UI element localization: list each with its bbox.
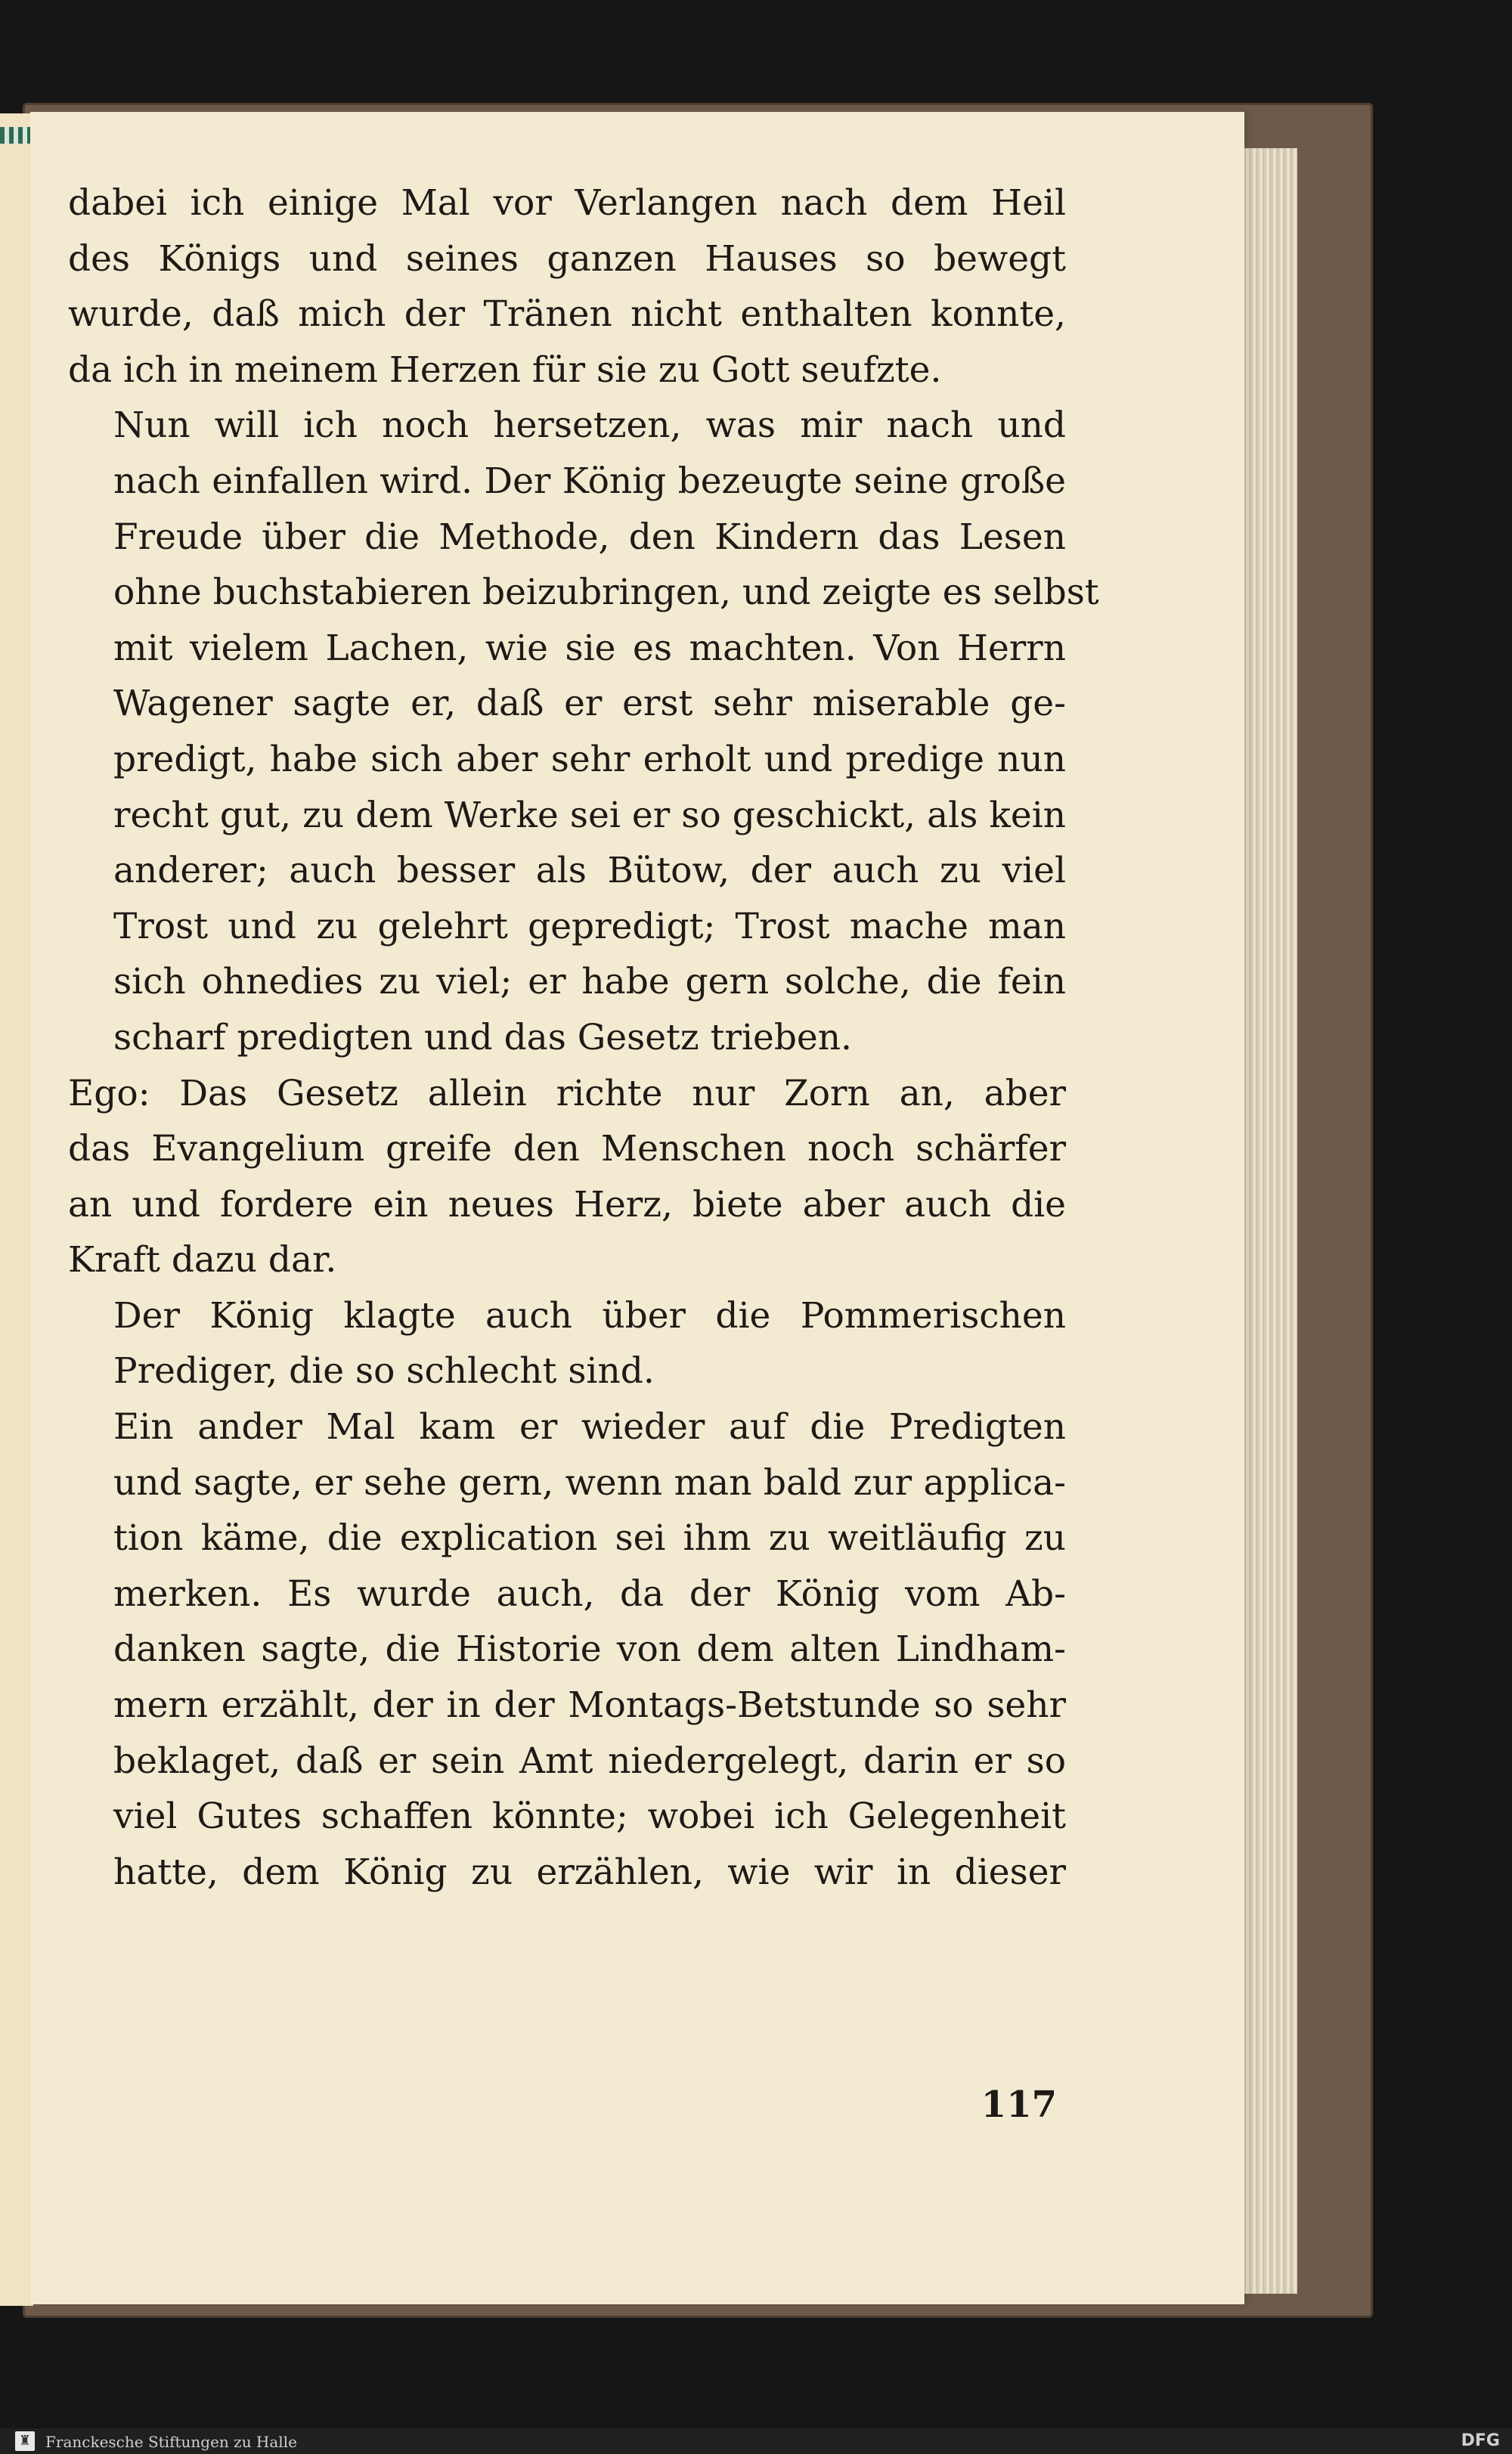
text-line: Ein ander Mal kam er wieder auf die Predigten — [113, 1406, 1066, 1449]
text-line: Freude über die Methode, den Kindern das Lesen — [113, 516, 1066, 558]
text-line: Wagener sagte er, daß er erst sehr miserable ge- — [113, 683, 1066, 725]
text-line: an und fordere ein neues Herz, biete aber auch die — [68, 1183, 1066, 1225]
facing-page-edge — [0, 113, 33, 2306]
text-line: mern erzählt, der in der Montags-Betstunde so sehr — [113, 1684, 1066, 1727]
text-line: predigt, habe sich aber sehr erholt und predige nun — [113, 738, 1066, 780]
paragraph — [68, 398, 1099, 1065]
text-line: wurde, daß mich der Tränen nicht enthalten konnte, — [68, 293, 1066, 336]
institution-logo-icon: ♜ — [15, 2431, 35, 2451]
text-line: recht gut, zu dem Werke sei er so geschickt, als kein — [113, 794, 1066, 836]
text-line: Trost und zu gelehrt gepredigt; Trost mache man — [113, 905, 1066, 947]
text-line: ohne buchstabieren beizubringen, und zeigte es selbst — [113, 572, 1099, 614]
paragraph — [68, 1066, 1066, 1288]
body-text — [68, 175, 1099, 1900]
paragraph — [68, 175, 1066, 398]
text-line: danken sagte, die Historie von dem alten Lindham- — [113, 1628, 1066, 1671]
text-line: nach einfallen wird. Der König bezeugte seine große — [113, 460, 1066, 502]
text-line: tion käme, die explication sei ihm zu weitläufig zu — [113, 1517, 1066, 1560]
text-line: hatte, dem König zu erzählen, wie wir in dieser — [113, 1851, 1066, 1893]
text-line: Der König klagte auch über die Pommerischen — [113, 1294, 1066, 1337]
paragraph — [68, 1399, 1066, 1900]
text-line: sich ohnedies zu viel; er habe gern solche, die fein — [113, 961, 1066, 1003]
text-line: anderer; auch besser als Bütow, der auch zu viel — [113, 850, 1066, 892]
text-line: scharf predigten und das Gesetz trieben. — [113, 1016, 852, 1058]
text-line: mit vielem Lachen, wie sie es machten. Von Herrn — [113, 627, 1066, 669]
dfg-mark: DFG — [1461, 2431, 1500, 2450]
page-number: 117 — [981, 2084, 1057, 2126]
text-line: dabei ich einige Mal vor Verlangen nach dem Heil — [68, 182, 1066, 224]
institution-credit: Franckesche Stiftungen zu Halle — [45, 2433, 297, 2451]
text-line: da ich in meinem Herzen für sie zu Gott seufzte. — [68, 349, 942, 391]
text-line: des Königs und seines ganzen Hauses so bewegt — [68, 237, 1066, 280]
text-line: beklaget, daß er sein Amt niedergelegt, darin er so — [113, 1740, 1066, 1782]
paragraph — [68, 1288, 1066, 1399]
text-line: Nun will ich noch hersetzen, was mir nach und — [113, 404, 1066, 447]
text-line: das Evangelium greife den Menschen noch schärfer — [68, 1128, 1066, 1170]
text-line: Ego: Das Gesetz allein richte nur Zorn an, aber — [68, 1072, 1066, 1114]
text-line: Kraft dazu dar. — [68, 1239, 337, 1281]
text-line: viel Gutes schaffen könnte; wobei ich Gelegenheit — [113, 1796, 1066, 1838]
text-line: und sagte, er sehe gern, wenn man bald zur applica- — [113, 1461, 1066, 1504]
text-line: merken. Es wurde auch, da der König vom Ab- — [113, 1572, 1066, 1615]
text-line: Prediger, die so schlecht sind. — [113, 1350, 655, 1393]
